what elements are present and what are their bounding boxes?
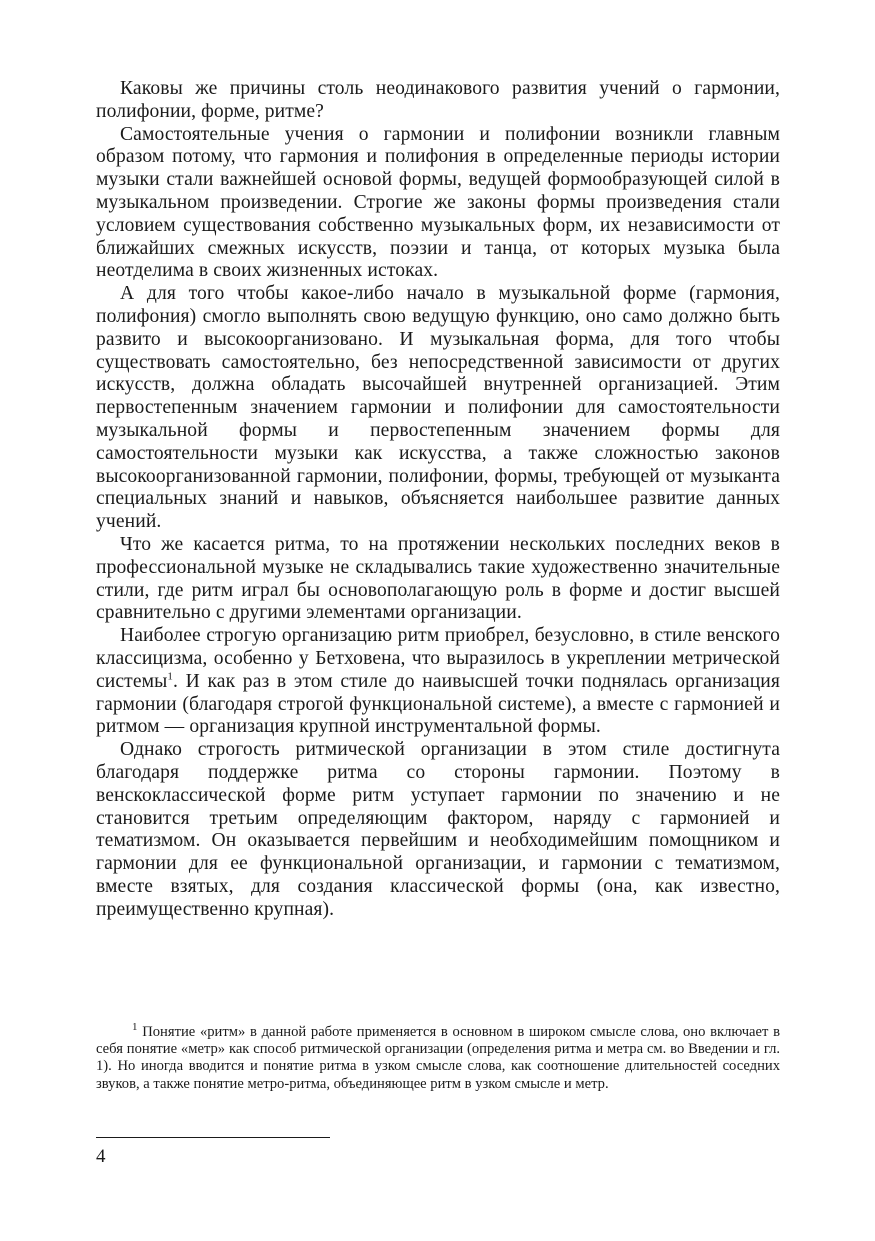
- paragraph-viennese-text-start: Наиболее строгую организацию ритм приобрел, безусловно, в стиле венского классицизма, особенно у Бетховена, что выразилось в укреплении метрической системы: [96, 625, 780, 692]
- footnote-reference[interactable]: 1: [167, 670, 174, 683]
- footnote-marker: 1: [132, 1021, 138, 1034]
- paragraph-questions: Каковы же причины столь неодинакового развития учений о гармонии, полифонии, форме, ритме?: [96, 78, 780, 122]
- footnote-text: Понятие «ритм» в данной работе применяется в основном в широком смысле слова, оно включает в себя понятие «метр» как способ ритмической организации (определения ритма и метра см. во Введении и гл. 1). Но иногда вводится и понятие ритма в узком смысле слова, как соотношение длительностей соседних звуков, а также понятие метро-ритма, объединяющее ритм в узком смысле и метр.: [96, 1024, 780, 1092]
- paragraph-rhythm: Что же касается ритма, то на протяжении нескольких последних веков в профессиональной музыке не складывались такие художественно значительные стили, где ритм играл бы основополагающую роль в форме и достиг высшей сравнительно с другими элементами организации.: [96, 533, 780, 624]
- footnote-divider: [96, 1137, 330, 1138]
- paragraph-viennese-text-end: . И как раз в этом стиле до наивысшей точки поднялась организация гармонии (благодаря строгой функциональной системе), а вместе с гармонией и ритмом — организация крупной инструментальной формы.: [96, 670, 780, 738]
- paragraph-rhythmic-strictness: Однако строгость ритмической организации в этом стиле достигнута благодаря поддержке ритма со стороны гармонии. Поэтому в венскоклассической форме ритм уступает гармонии по значению и не становится третьим определяющим фактором, наряду с гармонией и тематизмом. Он оказывается первейшим и необходимейшим помощником и гармонии для ее функциональной организации, и гармонии с тематизмом, вместе взятых, для создания классической формы (она, как известно, преимущественно крупная).: [96, 739, 780, 920]
- footnote-1: [96, 1021, 780, 1093]
- paragraph-harmony-polyphony: Самостоятельные учения о гармонии и полифонии возникли главным образом потому, что гармония и полифония в определенные периоды истории музыки стали важнейшей основой формы, ведущей формообразующей силой в музыкальном произведении. Строгие же законы формы произведения стали условием существования собственно музыкальных форм, их независимости от ближайших смежных искусств, поэзии и танца, от которых музыка была неотделима в своих жизненных истоках.: [96, 123, 780, 282]
- page-number: 4: [96, 1146, 106, 1167]
- footnotes: [96, 1021, 780, 1093]
- paragraph-leading-function: А для того чтобы какое-либо начало в музыкальной форме (гармония, полифония) смогло выполнять свою ведущую функцию, оно само должно быть развито и высокоорганизовано. И музыкальная форма, для того чтобы существовать самостоятельно, без непосредственной зависимости от других искусств, должна обладать высочайшей внутренней организацией. Этим первостепенным значением гармонии и полифонии для самостоятельности музыкальной формы и первостепенным значением формы для самостоятельности музыки как искусства, а также сложностью законов высокоорганизованной гармонии, полифонии, формы, требующей от музыканта специальных знаний и навыков, объясняется наибольшее развитие данных учений.: [96, 283, 780, 533]
- paragraph-viennese-classicism: [96, 625, 780, 739]
- page-body: [96, 78, 780, 921]
